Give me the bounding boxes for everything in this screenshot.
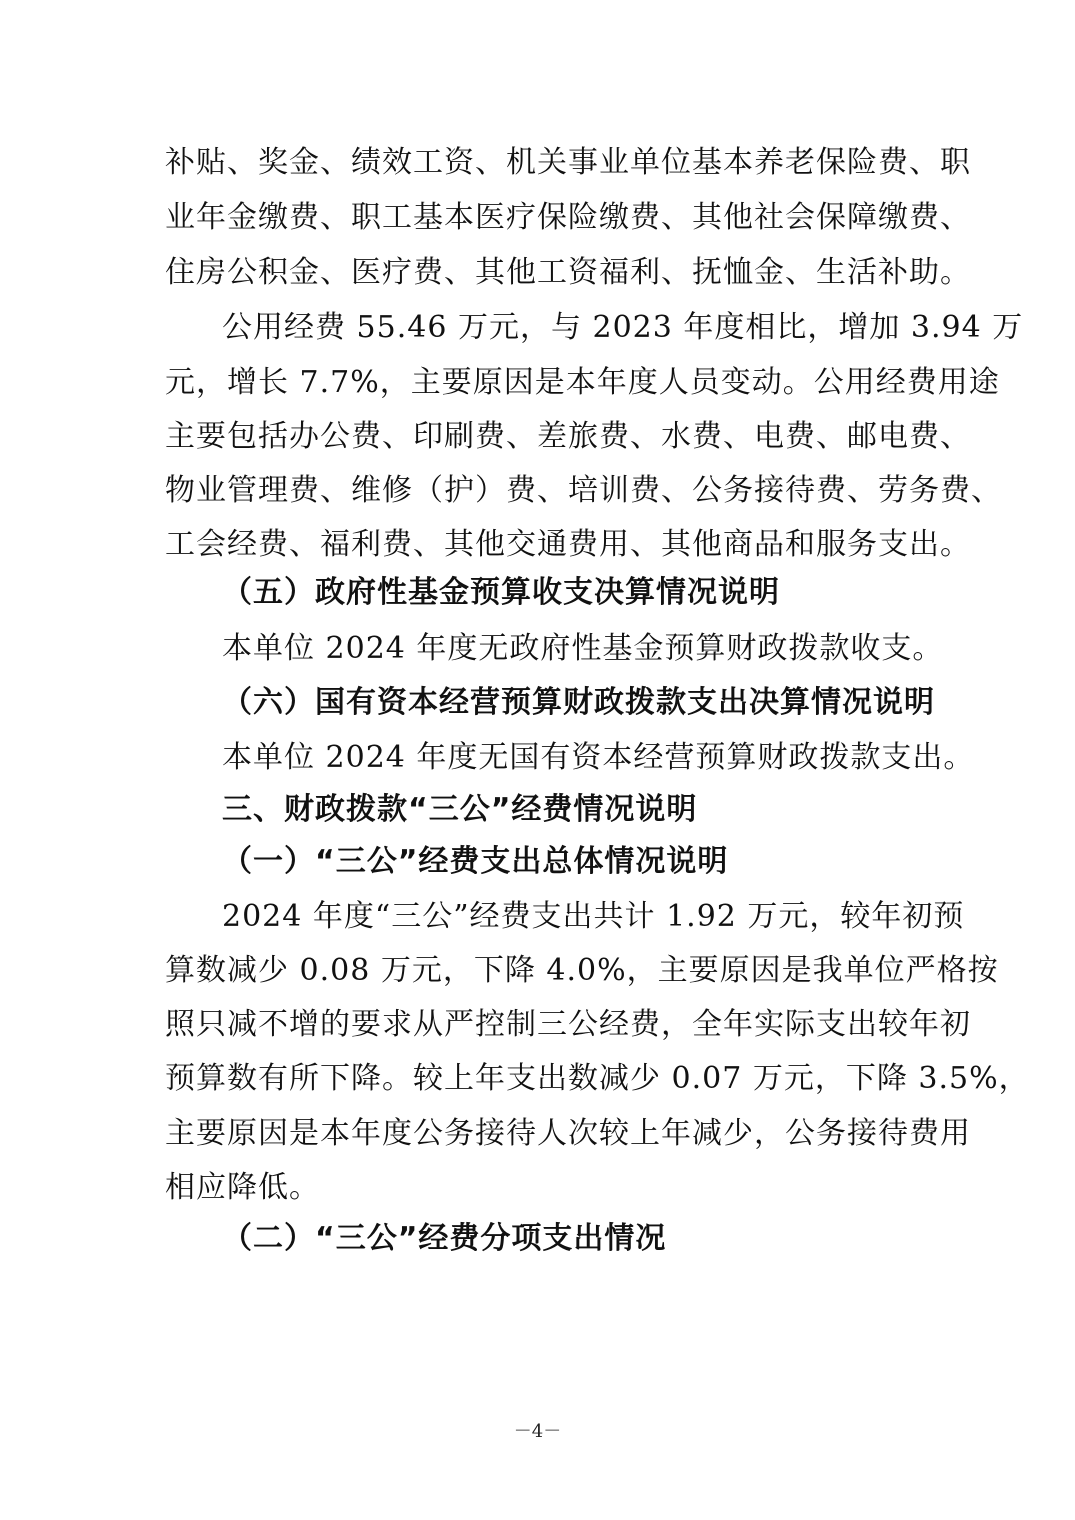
page-number: －4－ bbox=[513, 1421, 562, 1442]
body-text-line: 工会经费、福利费、其他交通费用、其他商品和服务支出。 bbox=[165, 527, 971, 562]
body-text-line: 住房公积金、医疗费、其他工资福利、抚恤金、生活补助。 bbox=[165, 255, 971, 290]
body-text-line: 2024 年度“三公”经费支出共计 1.92 万元，较年初预 bbox=[222, 899, 965, 934]
section-heading: （六）国有资本经营预算财政拨款支出决算情况说明 bbox=[222, 685, 935, 720]
body-text-line: 公用经费 55.46 万元，与 2023 年度相比，增加 3.94 万 bbox=[222, 310, 1024, 345]
body-text-line: 物业管理费、维修（护）费、培训费、公务接待费、劳务费、 bbox=[165, 473, 1002, 508]
body-text-line: 元，增长 7.7%，主要原因是本年度人员变动。公用经费用途 bbox=[165, 365, 1000, 400]
body-text-line: 补贴、奖金、绩效工资、机关事业单位基本养老保险费、职 bbox=[165, 145, 971, 180]
body-text-line: 预算数有所下降。较上年支出数减少 0.07 万元，下降 3.5%， bbox=[165, 1061, 1030, 1096]
section-heading: （一）“三公”经费支出总体情况说明 bbox=[222, 844, 729, 879]
body-text-line: 本单位 2024 年度无国有资本经营预算财政拨款支出。 bbox=[222, 740, 975, 775]
section-heading: （五）政府性基金预算收支决算情况说明 bbox=[222, 575, 780, 610]
section-heading: （二）“三公”经费分项支出情况 bbox=[222, 1221, 667, 1256]
body-text-line: 主要原因是本年度公务接待人次较上年减少，公务接待费用 bbox=[165, 1116, 971, 1151]
body-text-line: 本单位 2024 年度无政府性基金预算财政拨款收支。 bbox=[222, 631, 944, 666]
body-text-line: 业年金缴费、职工基本医疗保险缴费、其他社会保障缴费、 bbox=[165, 200, 971, 235]
chapter-heading: 三、财政拨款“三公”经费情况说明 bbox=[222, 792, 698, 827]
body-text-line: 相应降低。 bbox=[165, 1170, 320, 1205]
body-text-line: 算数减少 0.08 万元，下降 4.0%，主要原因是我单位严格按 bbox=[165, 953, 999, 988]
body-text-line: 主要包括办公费、印刷费、差旅费、水费、电费、邮电费、 bbox=[165, 419, 971, 454]
body-text-line: 照只减不增的要求从严控制三公经费，全年实际支出较年初 bbox=[165, 1007, 971, 1042]
